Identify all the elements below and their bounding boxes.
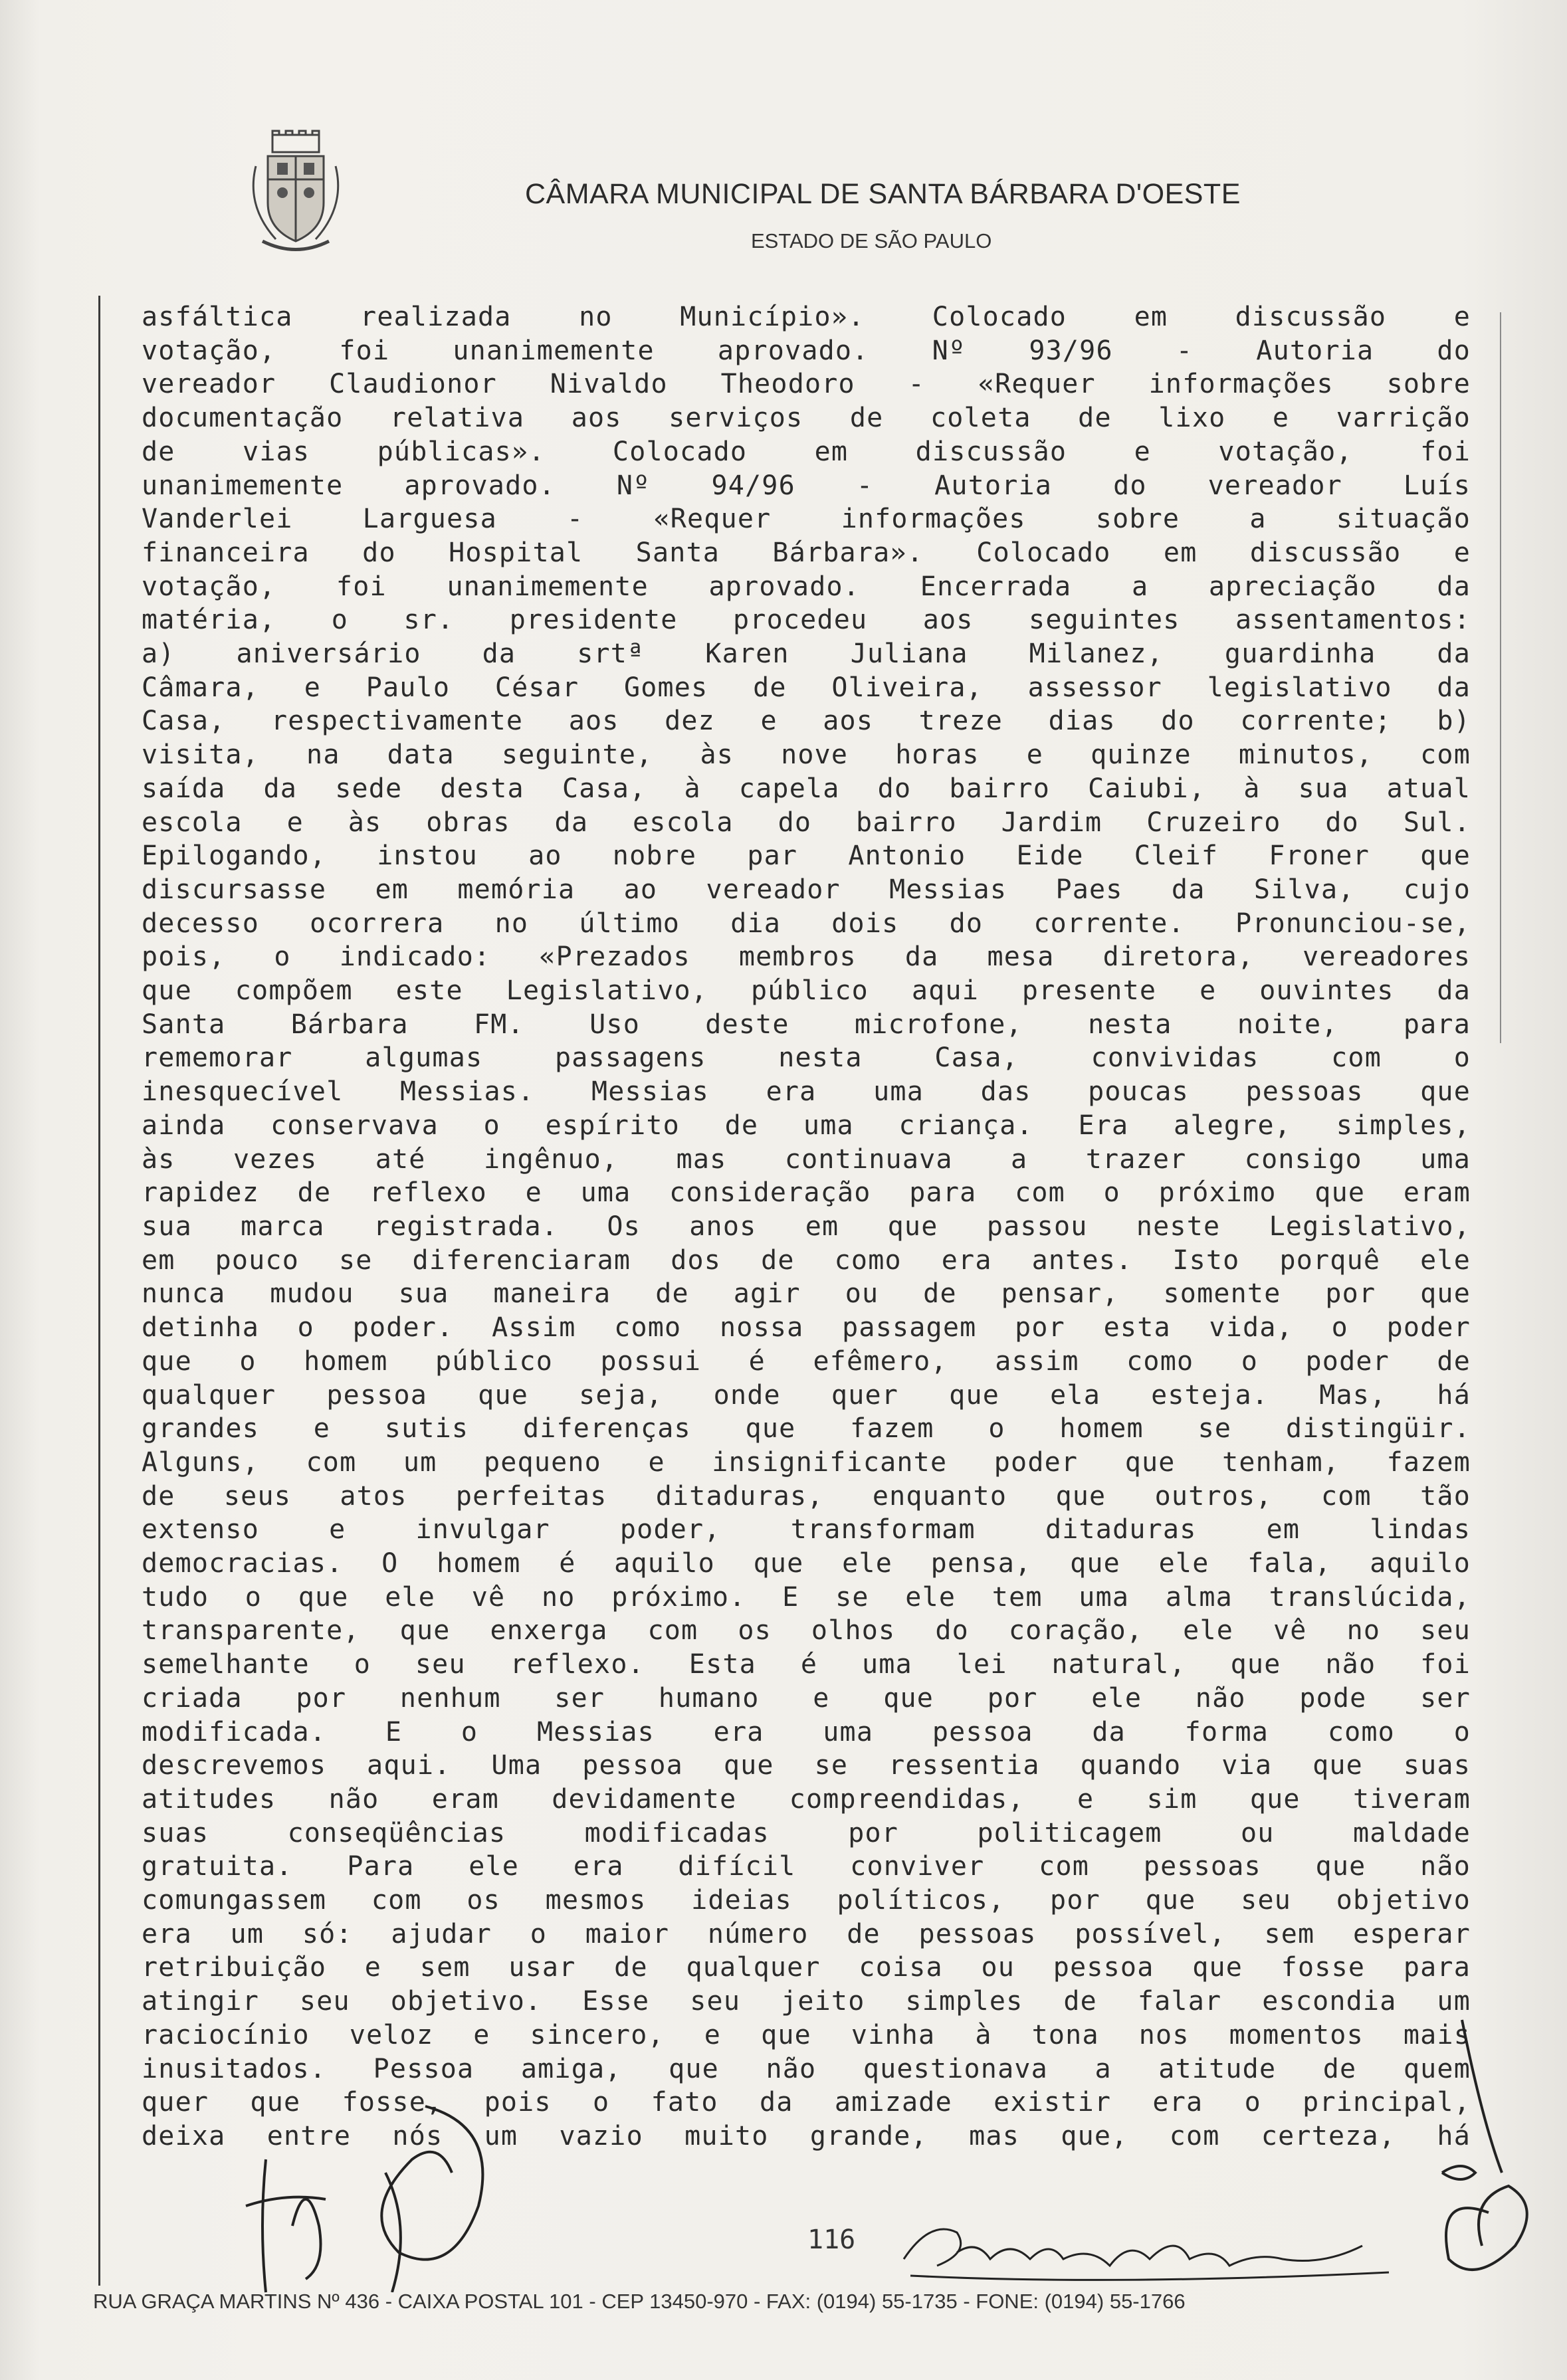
right-margin-rule: [1500, 312, 1501, 1043]
text-line: saída da sede desta Casa, à capela do bairro Caiubi, à sua atual: [142, 773, 1471, 804]
text-line: suas conseqüências modificadas por politicagem ou maldade: [142, 1817, 1471, 1848]
text-line: pois, o indicado: «Prezados membros da mesa diretora, vereadores: [142, 942, 1471, 973]
text-line: asfáltica realizada no Município». Colocado em discussão e: [142, 302, 1471, 332]
state-subtitle: ESTADO DE SÃO PAULO: [751, 229, 992, 252]
text-line: extenso e invulgar poder, transformam ditaduras em lindas: [142, 1514, 1471, 1545]
left-margin-rule: [98, 296, 100, 2286]
text-line: tudo o que ele vê no próximo. E se ele tem uma alma translúcida,: [142, 1581, 1471, 1613]
text-line: Epilogando, instou ao nobre par Antonio Eide Cleif Froner que: [142, 841, 1471, 872]
text-line: era um só: ajudar o maior número de pessoas possível, sem esperar: [142, 1918, 1471, 1949]
text-line: inesquecível Messias. Messias era uma das poucas pessoas que: [142, 1076, 1471, 1108]
text-line: atitudes não eram devidamente compreendidas, e sim que tiveram: [142, 1783, 1471, 1815]
text-line: semelhante o seu reflexo. Esta é uma lei natural, que não foi: [142, 1649, 1471, 1680]
signature-left-2: [346, 2093, 505, 2292]
text-line: Câmara, e Paulo César Gomes de Oliveira, assessor legislativo da: [142, 672, 1471, 703]
text-line: atingir seu objetivo. Esse seu jeito simples de falar escondia um: [142, 1986, 1471, 2017]
text-line: às vezes até ingênuo, mas continuava a trazer consigo uma: [142, 1143, 1471, 1175]
text-line: documentação relativa aos serviços de coleta de lixo e varrição: [142, 403, 1471, 434]
text-line: descrevemos aqui. Uma pessoa que se ressentia quando via que suas: [142, 1750, 1471, 1781]
text-line: que o homem público possui é efêmero, assim como o poder de: [142, 1345, 1471, 1377]
page-number: 116: [807, 2225, 856, 2255]
signature-right: [1409, 2013, 1565, 2279]
text-line: qualquer pessoa que seja, onde quer que ela esteja. Mas, há: [142, 1379, 1471, 1411]
text-line: raciocínio veloz e sincero, e que vinha à tona nos momentos mais: [142, 2019, 1471, 2050]
text-line: retribuição e sem usar de qualquer coisa ou pessoa que fosse para: [142, 1952, 1471, 1983]
text-line: sua marca registrada. Os anos em que passou neste Legislativo,: [142, 1211, 1471, 1242]
text-line: modificada. E o Messias era uma pessoa da forma como o: [142, 1716, 1471, 1747]
text-line: a) aniversário da srtª Karen Juliana Milanez, guardinha da: [142, 639, 1471, 670]
signature-left-1: [239, 2146, 352, 2312]
text-line: decesso ocorrera no último dia dois do corrente. Pronunciou-se,: [142, 908, 1471, 939]
text-line: de vias públicas». Colocado em discussão e votação, foi: [142, 436, 1471, 467]
text-line: votação, foi unanimemente aprovado. Encerrada a apreciação da: [142, 571, 1471, 602]
signature-center: [897, 2213, 1402, 2286]
footer-address: RUA GRAÇA MARTINS Nº 436 - CAIXA POSTAL 101 - CEP 13450-970 - FAX: (0194) 55-1735 - FONE: (0194) 55-1766: [93, 2290, 1186, 2313]
municipal-coat-of-arms-icon: [243, 130, 349, 256]
text-line: grandes e sutis diferenças que fazem o homem se distingüir.: [142, 1413, 1471, 1444]
text-line: que compõem este Legislativo, público aqui presente e ouvintes da: [142, 975, 1471, 1007]
text-line: rememorar algumas passagens nesta Casa, convividas com o: [142, 1042, 1471, 1074]
text-line: escola e às obras da escola do bairro Jardim Cruzeiro do Sul.: [142, 807, 1471, 838]
text-line: inusitados. Pessoa amiga, que não questionava a atitude de quem: [142, 2053, 1471, 2084]
text-line: criada por nenhum ser humano e que por ele não pode ser: [142, 1682, 1471, 1714]
text-line: detinha o poder. Assim como nossa passagem por esta vida, o poder: [142, 1312, 1471, 1343]
text-line: ainda conservava o espírito de uma criança. Era alegre, simples,: [142, 1110, 1471, 1141]
text-line: quer que fosse, pois o fato da amizade existir era o principal,: [142, 2087, 1471, 2118]
text-line: nunca mudou sua maneira de agir ou de pensar, somente por que: [142, 1278, 1471, 1310]
text-line: de seus atos perfeitas ditaduras, enquanto que outros, com tão: [142, 1480, 1471, 1512]
text-line: matéria, o sr. presidente procedeu aos seguintes assentamentos:: [142, 605, 1471, 636]
text-line: Casa, respectivamente aos dez e aos treze dias do corrente; b): [142, 706, 1471, 737]
text-line: vereador Claudionor Nivaldo Theodoro - «Requer informações sobre: [142, 369, 1471, 400]
text-line: comungassem com os mesmos ideias políticos, por que seu objetivo: [142, 1885, 1471, 1916]
text-line: deixa entre nós um vazio muito grande, mas que, com certeza, há: [142, 2120, 1471, 2151]
text-line: democracias. O homem é aquilo que ele pensa, que ele fala, aquilo: [142, 1548, 1471, 1579]
text-line: rapidez de reflexo e uma consideração para com o próximo que eram: [142, 1177, 1471, 1209]
text-line: transparente, que enxerga com os olhos do coração, ele vê no seu: [142, 1615, 1471, 1646]
text-line: financeira do Hospital Santa Bárbara». Colocado em discussão e: [142, 537, 1471, 568]
institution-title: CÂMARA MUNICIPAL DE SANTA BÁRBARA D'OESTE: [525, 178, 1241, 210]
text-line: em pouco se diferenciaram dos de como era antes. Isto porquê ele: [142, 1244, 1471, 1276]
text-line: gratuita. Para ele era difícil conviver com pessoas que não: [142, 1851, 1471, 1882]
minutes-body-text: [142, 300, 1471, 2167]
text-line: Santa Bárbara FM. Uso deste microfone, nesta noite, para: [142, 1009, 1471, 1040]
text-line: Vanderlei Larguesa - «Requer informações sobre a situação: [142, 504, 1471, 535]
text-line: visita, na data seguinte, às nove horas e quinze minutos, com: [142, 740, 1471, 771]
text-line: unanimemente aprovado. Nº 94/96 - Autoria do vereador Luís: [142, 470, 1471, 501]
text-line: votação, foi unanimemente aprovado. Nº 93/96 - Autoria do: [142, 335, 1471, 366]
text-line: Alguns, com um pequeno e insignificante poder que tenham, fazem: [142, 1446, 1471, 1478]
text-line: discursasse em memória ao vereador Messias Paes da Silva, cujo: [142, 874, 1471, 905]
